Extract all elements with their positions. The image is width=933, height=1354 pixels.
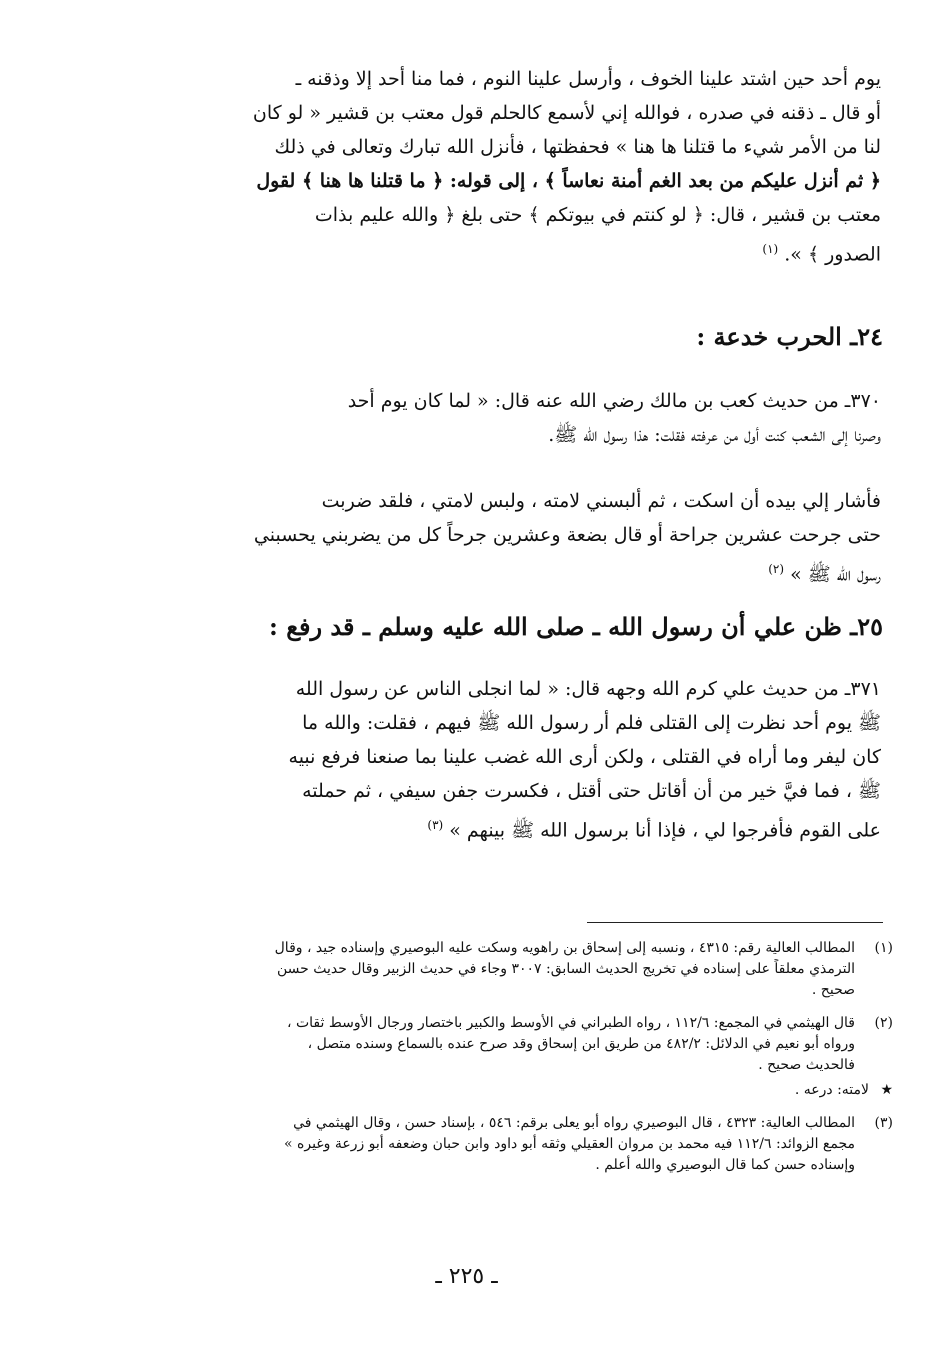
text-line: معتب بن قشير ، قال: ﴿ لو كنتم في بيوتكم ﴾ حتى بلغ ﴿ والله عليم بذات	[314, 204, 881, 226]
footnote-1	[35, 938, 893, 1001]
text-line-with-ref	[81, 232, 881, 271]
footnote-line: صحيح .	[811, 982, 855, 998]
star-note-text: لامته: درعه .	[794, 1082, 869, 1098]
section-heading: ٢٥ـ ظن علي أن رسول الله ـ صلى الله عليه وسلم ـ قد رفع :	[269, 612, 883, 641]
footnote-number: (٢)	[874, 1015, 893, 1031]
section-heading: ٢٤ـ الحرب خدعة :	[696, 322, 883, 351]
footnote-line: وإسناده حسن كما قال البوصيري والله أعلم .	[595, 1157, 855, 1173]
footnote-number: (١)	[874, 940, 893, 956]
footnote-ref[interactable]: (٣)	[427, 818, 444, 832]
hadith-paragraph-continuation	[81, 484, 881, 591]
text-line: ٣٧١ـ من حديث علي كرم الله وجهه قال: « لما انجلى الناس عن رسول الله	[295, 678, 881, 700]
text-line: ﷺ يوم أحد نظرت إلى القتلى فلم أر رسول الله ﷺ فيهم ، فقلت: والله ما	[302, 712, 881, 734]
footnote-2	[35, 1013, 893, 1076]
text-line: فأشار إلي بيده أن اسكت ، ثم ألبسني لامته ، ولبس لامتي ، فلقد ضربت	[321, 490, 881, 512]
footnote-line: المطالب العالية: ٤٣٢٣ ، قال البوصيري رواه أبو يعلى برقم: ٥٤٦ ، بإسناد حسن ، وقال الهيثمي في	[293, 1115, 855, 1131]
text-line: رسول الله ﷺ »	[790, 563, 881, 586]
hadith-paragraph	[81, 672, 881, 847]
star-icon: ★	[880, 1082, 893, 1098]
footnotes-section	[35, 938, 893, 1188]
text-line: لنا من الأمر شيء ما قتلنا ها هنا » فحفظتها ، فأنزل الله تبارك وتعالى في ذلك	[274, 136, 881, 158]
text-line: ﴿ ثم أنزل عليكم من بعد الغم أمنة نعاساً ﴾ ، إلى قوله: ﴿ ما قتلنا ها هنا ﴾ لقول	[256, 170, 881, 192]
footnote-3	[35, 1113, 893, 1176]
text-line: يوم أحد حين اشتد علينا الخوف ، وأرسل علينا النوم ، فما منا أحد إلا وذقنه ـ	[295, 68, 881, 90]
footnote-line: مجمع الزوائد: ١١٢/٦ فيه محمد بن مروان العقيلي وثقه أبو داود وابن حبان وضعفه أبو زرعة وغيره »	[284, 1136, 855, 1152]
page-number: ـ ٢٢٥ ـ	[435, 1264, 498, 1289]
text-line-with-ref	[81, 552, 881, 591]
footnote-line: ورواه أبو نعيم في الدلائل: ٤٨٢/٢ من طريق ابن إسحاق وقد صرح عنده بالسماع وسنده متصل ،	[307, 1036, 855, 1052]
footnote-ref[interactable]: (١)	[762, 242, 779, 256]
footnote-ref[interactable]: (٢)	[768, 562, 785, 576]
text-line: على القوم فأفرجوا لي ، فإذا أنا برسول الله ﷺ بينهم »	[449, 819, 881, 842]
star-note	[35, 1080, 893, 1101]
text-line: ٣٧٠ـ من حديث كعب بن مالك رضي الله عنه قال: « لما كان يوم أحد	[347, 390, 881, 412]
text-line: كان ليفر وما أراه في القتلى ، ولكن أرى الله غضب علينا بما صنعنا فرفع نبيه	[288, 746, 881, 768]
footnote-number: (٣)	[874, 1115, 893, 1131]
hadith-paragraph	[81, 384, 881, 452]
footnote-line: فالحديث صحيح .	[758, 1057, 855, 1073]
text-line-with-ref	[81, 808, 881, 847]
text-line: أو قال ـ ذقنه في صدره ، فوالله إني لأسمع كالحلم قول معتب بن قشير « لو كان	[252, 102, 881, 124]
text-line: ﷺ ، فما فيَّ خير من أن أقاتل حتى أقتل ، فكسرت جفن سيفي ، ثم حملته	[302, 780, 881, 802]
footnote-line: المطالب العالية رقم: ٤٣١٥ ، ونسبه إلى إسحاق بن راهويه وسكت عليه البوصيري وإسناده جيد ، وقال	[274, 940, 855, 956]
footnote-line: قال الهيثمي في المجمع: ١١٢/٦ ، رواه الطبراني في الأوسط والكبير باختصار ورجال الأوسط ثقات ،	[287, 1015, 855, 1031]
footnote-divider	[587, 922, 883, 923]
paragraph-continuation	[81, 62, 881, 271]
footnote-line: الترمذي معلقاً على إسناده في تخريج الحديث السابق: ٣٠٠٧ وجاء في حديث الزبير وقال حديث حسن	[277, 961, 855, 977]
text-line: وصرنا إلى الشعب كنت أول من عرفته فقلت: هذا رسول الله ﷺ.	[548, 424, 881, 446]
text-line: الصدور ﴾ ».	[784, 243, 881, 266]
text-line: حتى جرحت عشرين جراحة أو قال بضعة وعشرين جرحاً كل من يضربني يحسبني	[253, 524, 881, 546]
